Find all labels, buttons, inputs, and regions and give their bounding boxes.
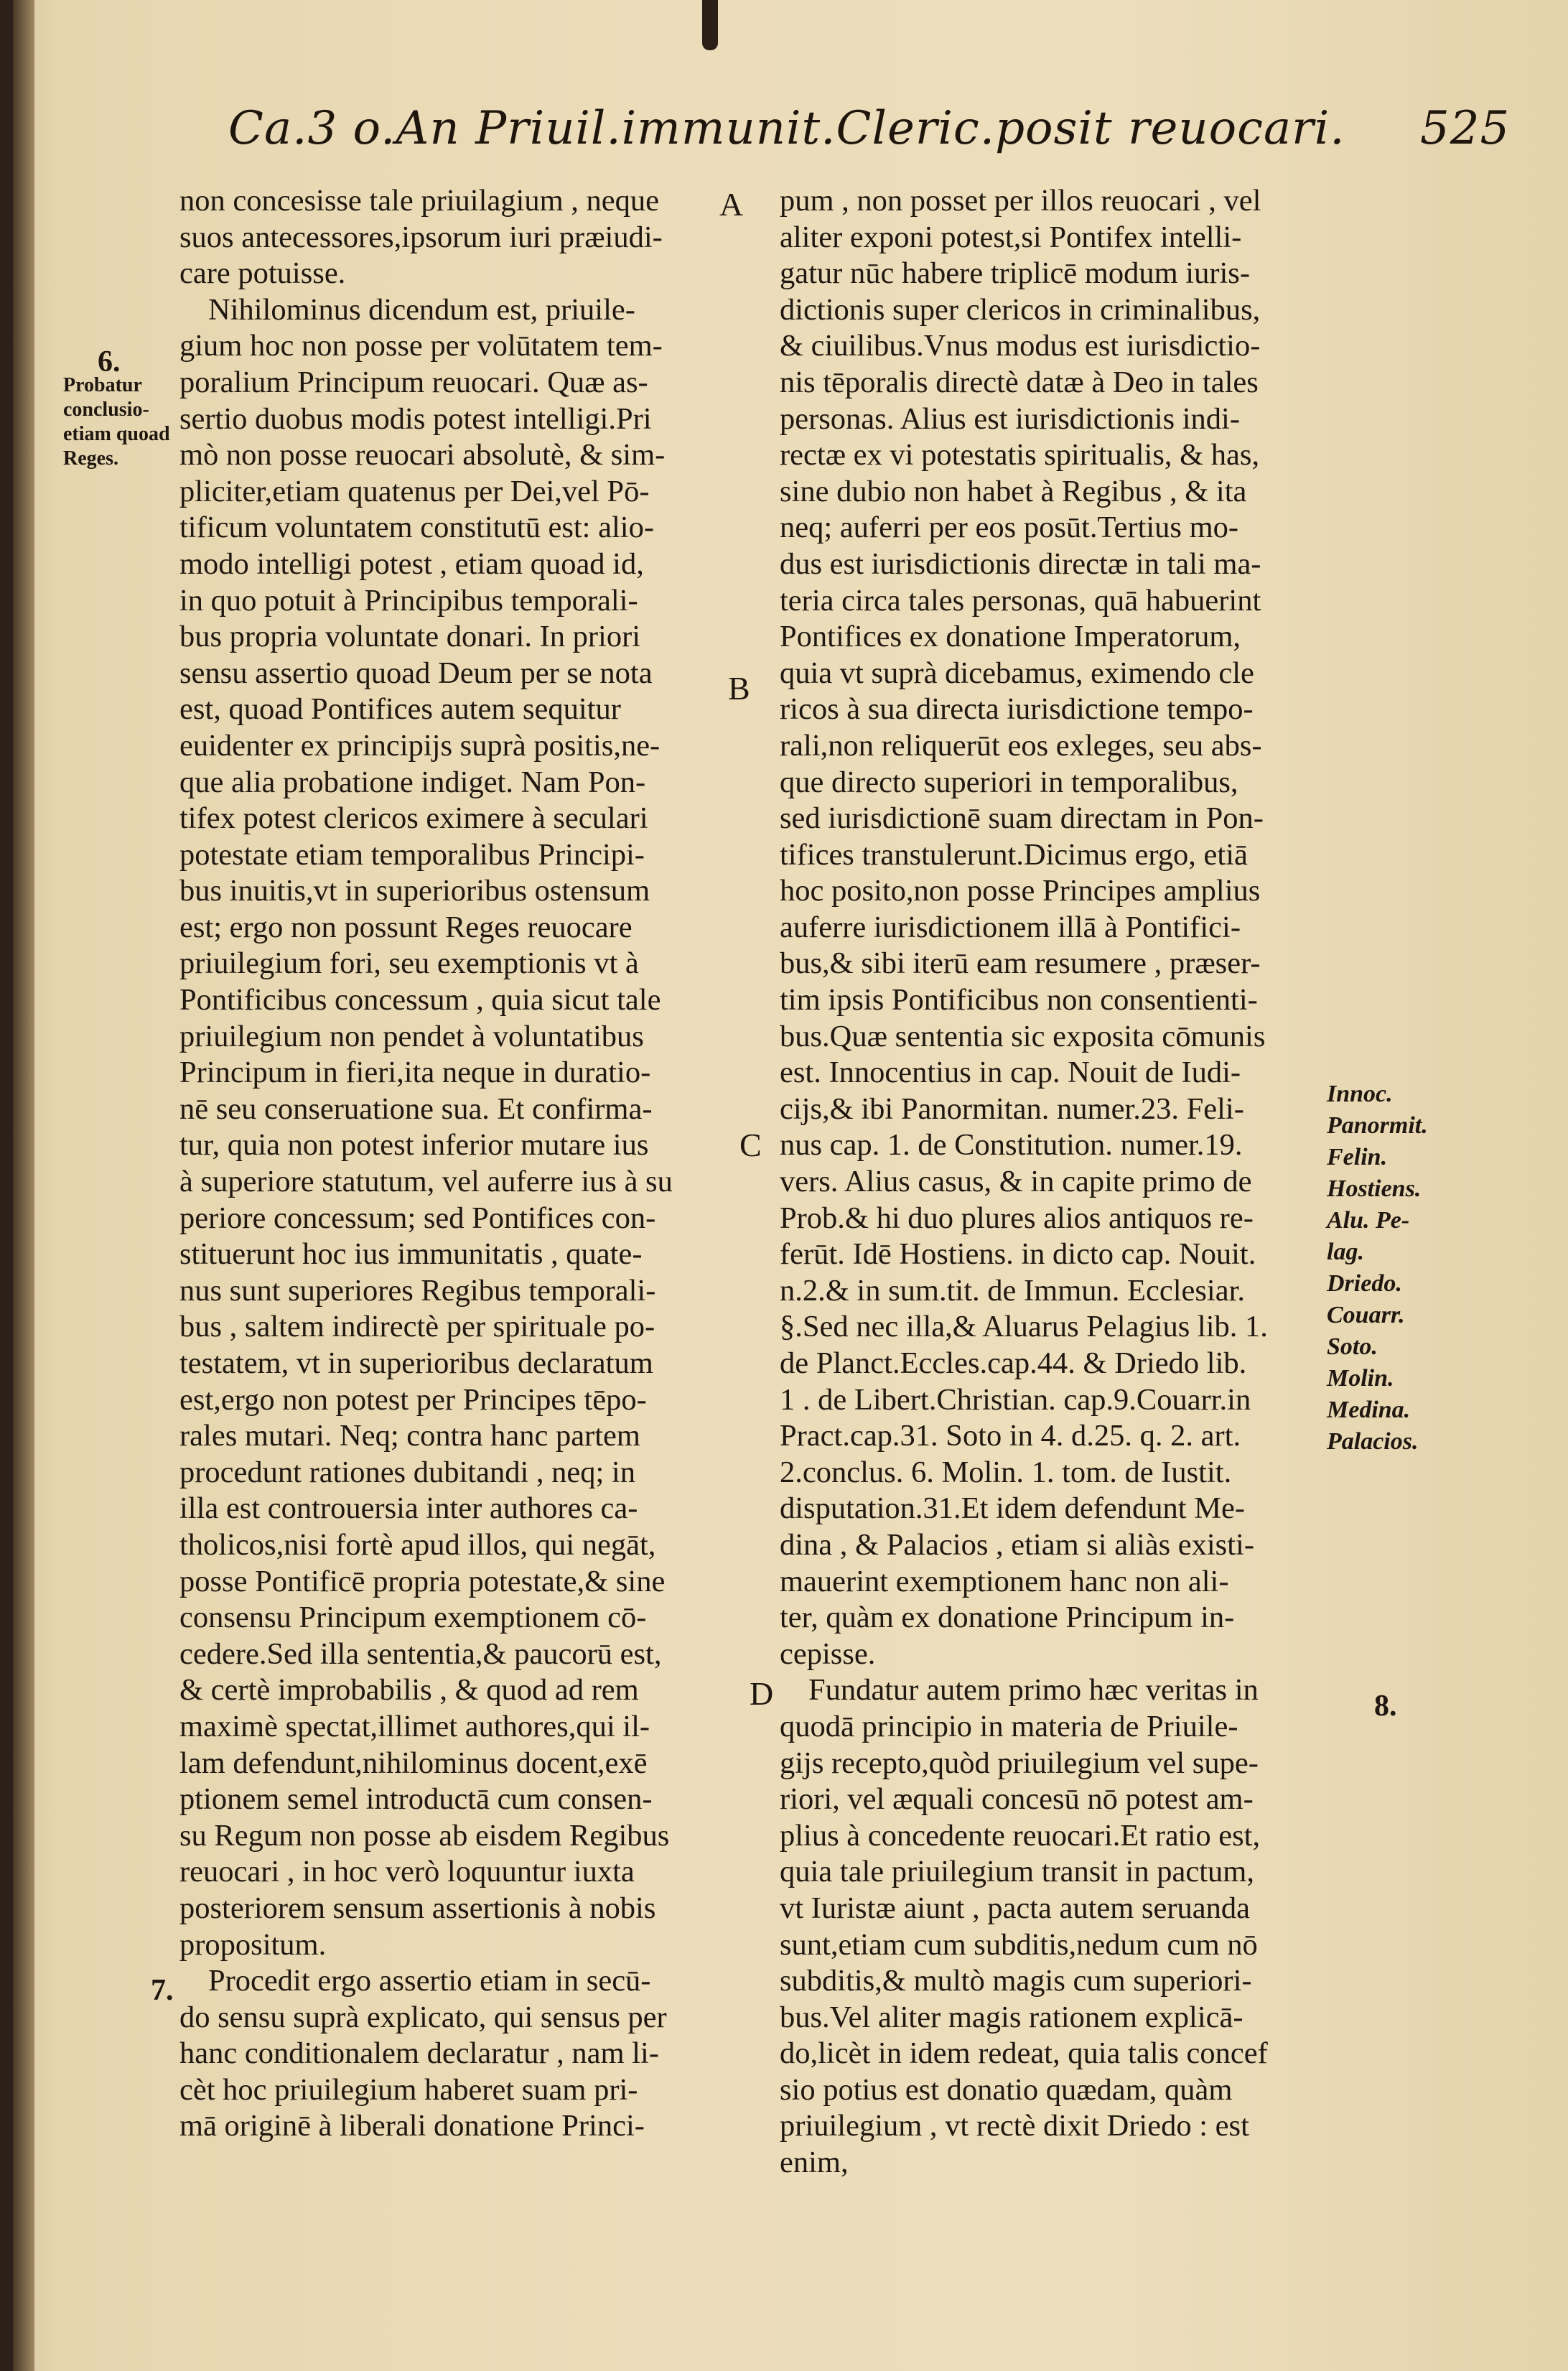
text-line: sed iurisdictionē suam directam in Pon- [780, 801, 1264, 836]
text-line: testatem, vt in superioribus declaratum [179, 1346, 653, 1380]
text-line: & ciuilibus.Vnus modus est iurisdictio- [780, 329, 1261, 363]
text-line: rali,non reliquerūt eos exleges, seu abs- [780, 728, 1262, 763]
text-line: care potuisse. [179, 256, 346, 291]
text-line: mò non posse reuocari absolutè, & sim- [179, 438, 666, 472]
text-line: pliciter,etiam quatenus per Dei,vel Pō- [179, 474, 650, 508]
text-line: est. Innocentius in cap. Nouit de Iudi- [780, 1056, 1241, 1090]
citation-name: Palacios. [1327, 1428, 1419, 1455]
text-line: Pract.cap.31. Soto in 4. d.25. q. 2. art. [780, 1419, 1241, 1453]
text-line: maximè spectat,illimet authores,qui il- [179, 1709, 650, 1743]
text-line: hoc posito,non posse Principes amplius [780, 874, 1261, 908]
text-line: bus , saltem indirectè per spirituale po- [179, 1310, 655, 1344]
text-line: gium hoc non posse per volūtatem tem- [179, 329, 663, 363]
text-line: rales mutari. Neq; contra hanc partem [179, 1419, 640, 1453]
text-line: posse Pontificē propria potestate,& sine [179, 1564, 666, 1598]
text-line: tholicos,nisi fortè apud illos, qui negāt, [179, 1527, 656, 1562]
text-line: nē seu conseruatione sua. Et confirma- [179, 1091, 653, 1126]
text-line: periore concessum; sed Pontifices con- [179, 1201, 656, 1235]
section-letter-a: A [719, 186, 744, 223]
section-letter-b: B [728, 670, 750, 707]
text-line: disputation.31.Et idem defendunt Me- [780, 1491, 1246, 1526]
margin-number-6: 6. [98, 345, 121, 378]
text-line: cèt hoc priuilegium haberet suam pri- [179, 2072, 638, 2107]
text-line: Pontifices ex donatione Imperatorum, [780, 620, 1241, 654]
running-title: Ca.3 o.An Priuil.immunit.Cleric.posit reuocari. [228, 102, 1345, 155]
text-line: enim, [780, 2146, 849, 2180]
left-text-column [179, 183, 739, 2145]
citation-name: Panormit. [1327, 1112, 1428, 1139]
citation-name: Couarr. [1327, 1302, 1405, 1328]
text-line: cedere.Sed illa sententia,& paucorū est, [179, 1636, 662, 1671]
text-line: modo intelligi potest , etiam quoad id, [179, 546, 644, 581]
text-line: que directo superiori in temporalibus, [780, 765, 1238, 799]
text-line: ter, quàm ex donatione Principum in- [780, 1601, 1235, 1635]
text-line: personas. Alius est iurisdictionis indi- [780, 401, 1241, 436]
text-line: mauerint exemptionem hanc non ali- [780, 1564, 1229, 1598]
text-line: plius à concedente reuocari.Et ratio est, [780, 1818, 1261, 1853]
text-line: sio potius est donatio quædam, quàm [780, 2072, 1233, 2107]
text-line: 1 . de Libert.Christian. cap.9.Couarr.in [780, 1382, 1251, 1417]
text-line: ptionem semel introductā cum consen- [179, 1782, 653, 1817]
section-letter-c: C [739, 1127, 762, 1163]
margin-number-7: 7. [151, 1974, 174, 2007]
citation-name: lag. [1327, 1239, 1364, 1265]
text-line: mā originē à liberali donatione Princi- [179, 2109, 645, 2143]
right-text-column [780, 183, 1325, 2181]
text-line: reuocari , in hoc verò loquuntur iuxta [179, 1855, 635, 1889]
text-line: riori, vel æquali concesū nō potest am- [780, 1782, 1254, 1817]
text-line: ferūt. Idē Hostiens. in dicto cap. Nouit. [780, 1237, 1256, 1272]
citation-name: Medina. [1327, 1397, 1411, 1423]
text-line: dus est iurisdictionis directæ in tali ma- [780, 546, 1261, 581]
text-line: priuilegium , vt rectè dixit Driedo : est [780, 2109, 1249, 2143]
text-line: à superiore statutum, vel auferre ius à su [179, 1165, 673, 1199]
text-line: sine dubio non habet à Regibus , & ita [780, 474, 1247, 508]
book-page [13, 0, 1568, 2371]
text-line: dina , & Palacios , etiam si aliàs existi- [780, 1527, 1254, 1562]
text-line: bus propria voluntate donari. In priori [179, 620, 641, 654]
text-line: cijs,& ibi Panormitan. numer.23. Feli- [780, 1091, 1244, 1126]
page-number: 525 [1420, 102, 1511, 155]
text-line: potestate etiam temporalibus Principi- [179, 837, 645, 872]
text-line: tim ipsis Pontificibus non consentienti- [780, 983, 1258, 1017]
text-line: nus cap. 1. de Constitution. numer.19. [780, 1128, 1243, 1163]
margin-note-line: etiam quoad [63, 423, 170, 445]
margin-note-line: Reges. [63, 447, 118, 470]
text-line: tur, quia non potest inferior mutare ius [179, 1128, 649, 1163]
text-line: est; ergo non possunt Reges reuocare [179, 910, 633, 944]
text-line: rectæ ex vi potestatis spiritualis, & has, [780, 438, 1260, 472]
text-line: quia vt suprà dicebamus, eximendo cle [780, 656, 1254, 690]
text-line: vt Iuristæ aiunt , pacta autem seruanda [780, 1891, 1250, 1925]
text-line: Procedit ergo assertio etiam in secū- [208, 1964, 651, 1998]
text-line: priuilegium non pendet à voluntatibus [179, 1019, 644, 1053]
citation-name: Soto. [1327, 1333, 1378, 1360]
text-line: su Regum non posse ab eisdem Regibus [179, 1818, 670, 1853]
right-margin-citations [1327, 1079, 1470, 1458]
citation-name: Hostiens. [1327, 1175, 1422, 1202]
text-line: & certè improbabilis , & quod ad rem [179, 1673, 639, 1708]
text-line: vers. Alius casus, & in capite primo de [780, 1165, 1252, 1199]
citation-name: Driedo. [1327, 1270, 1402, 1297]
text-line: quia tale priuilegium transit in pactum, [780, 1855, 1254, 1889]
text-line: tifices transtulerunt.Dicimus ergo, etiā [780, 837, 1248, 872]
text-line: est,ergo non potest per Principes tēpo- [179, 1382, 647, 1417]
text-line: propositum. [179, 1927, 327, 1962]
text-line: que alia probatione indiget. Nam Pon- [179, 765, 646, 799]
text-line: lam defendunt,nihilominus docent,exē [179, 1746, 648, 1780]
text-line: cepisse. [780, 1636, 876, 1671]
text-line: Pontificibus concessum , quia sicut tale [179, 983, 661, 1017]
text-line: 2.conclus. 6. Molin. 1. tom. de Iustit. [780, 1455, 1232, 1489]
citation-name: Molin. [1327, 1365, 1394, 1392]
citation-name: Alu. Pe- [1327, 1207, 1410, 1234]
text-line: stituerunt hoc ius immunitatis , quate- [179, 1237, 643, 1272]
text-line: quodā principio in materia de Priuile- [780, 1709, 1238, 1743]
text-line: Nihilominus dicendum est, priuile- [208, 292, 635, 327]
text-line: n.2.& in sum.tit. de Immun. Ecclesiar. [780, 1273, 1246, 1308]
text-line: gijs recepto,quòd priuilegium vel supe- [780, 1746, 1259, 1780]
text-line: ricos à sua directa iurisdictione tempo- [780, 692, 1254, 727]
text-line: poralium Principum reuocari. Quæ as- [179, 365, 648, 399]
text-line: gatur nūc habere triplicē modum iuris- [780, 256, 1250, 291]
section-letter-d: D [750, 1675, 774, 1712]
left-margin-note [63, 373, 178, 471]
text-line: pum , non posset per illos reuocari , vel [780, 184, 1261, 218]
text-line: de Planct.Eccles.cap.44. & Driedo lib. [780, 1346, 1247, 1380]
text-line: est, quoad Pontifices autem sequitur [179, 692, 621, 727]
text-line: illa est controuersia inter authores ca- [179, 1491, 638, 1526]
margin-number-8: 8. [1374, 1690, 1397, 1723]
text-line: procedunt rationes dubitandi , neq; in [179, 1455, 635, 1489]
text-line: sunt,etiam cum subditis,nedum cum nō [780, 1927, 1258, 1962]
text-line: bus.Quæ sententia sic exposita cōmunis [780, 1019, 1266, 1053]
text-line: aliter exponi potest,si Pontifex intelli- [780, 220, 1242, 254]
text-line: subditis,& multò magis cum superiori- [780, 1964, 1252, 1998]
text-line: bus,& sibi iterū eam resumere , præser- [780, 946, 1261, 981]
citation-name: Innoc. [1327, 1081, 1393, 1107]
text-line: Fundatur autem primo hæc veritas in [808, 1673, 1259, 1708]
ink-blot [702, 0, 718, 50]
text-line: nus sunt superiores Regibus temporali- [179, 1273, 656, 1308]
text-line: bus.Vel aliter magis rationem explicā- [780, 2000, 1243, 2034]
text-line: priuilegium fori, seu exemptionis vt à [179, 946, 639, 981]
text-line: sensu assertio quoad Deum per se nota [179, 656, 653, 690]
text-line: neq; auferri per eos posūt.Tertius mo- [780, 511, 1239, 545]
text-line: suos antecessores,ipsorum iuri præiudi- [179, 220, 663, 254]
text-line: nis tēporalis directè datæ à Deo in tales [780, 365, 1259, 399]
text-line: tificum voluntatem constitutū est: alio- [179, 511, 654, 545]
binding-gutter [13, 0, 34, 2371]
text-line: Prob.& hi duo plures alios antiquos re- [780, 1201, 1254, 1235]
text-line: consensu Principum exemptionem cō- [179, 1601, 647, 1635]
text-line: auferre iurisdictionem illā à Pontifici- [780, 910, 1241, 944]
text-line: teria circa tales personas, quā habuerint [780, 583, 1261, 618]
running-header [228, 102, 1511, 159]
text-line: tifex potest clericos eximere à seculari [179, 801, 648, 836]
text-line: do sensu suprà explicato, qui sensus per [179, 2000, 667, 2034]
text-line: in quo potuit à Principibus temporali- [179, 583, 638, 618]
text-line: non concesisse tale priuilagium , neque [179, 184, 660, 218]
text-line: do,licèt in idem redeat, quia talis concef [780, 2036, 1268, 2071]
text-line: posteriorem sensum assertionis à nobis [179, 1891, 656, 1925]
citation-name: Felin. [1327, 1144, 1388, 1170]
text-line: Principum in fieri,ita neque in duratio- [179, 1056, 651, 1090]
margin-note-line: Probatur [63, 374, 142, 396]
text-line: dictionis super clericos in criminalibus, [780, 292, 1261, 327]
margin-note-line: conclusio- [63, 399, 149, 421]
text-line: hanc conditionalem declaratur , nam li- [179, 2036, 659, 2071]
text-line: sertio duobus modis potest intelligi.Pri [179, 401, 652, 436]
text-line: bus inuitis,vt in superioribus ostensum [179, 874, 650, 908]
text-line: §.Sed nec illa,& Aluarus Pelagius lib. 1. [780, 1310, 1268, 1344]
text-line: euidenter ex principijs suprà positis,ne- [179, 728, 661, 763]
